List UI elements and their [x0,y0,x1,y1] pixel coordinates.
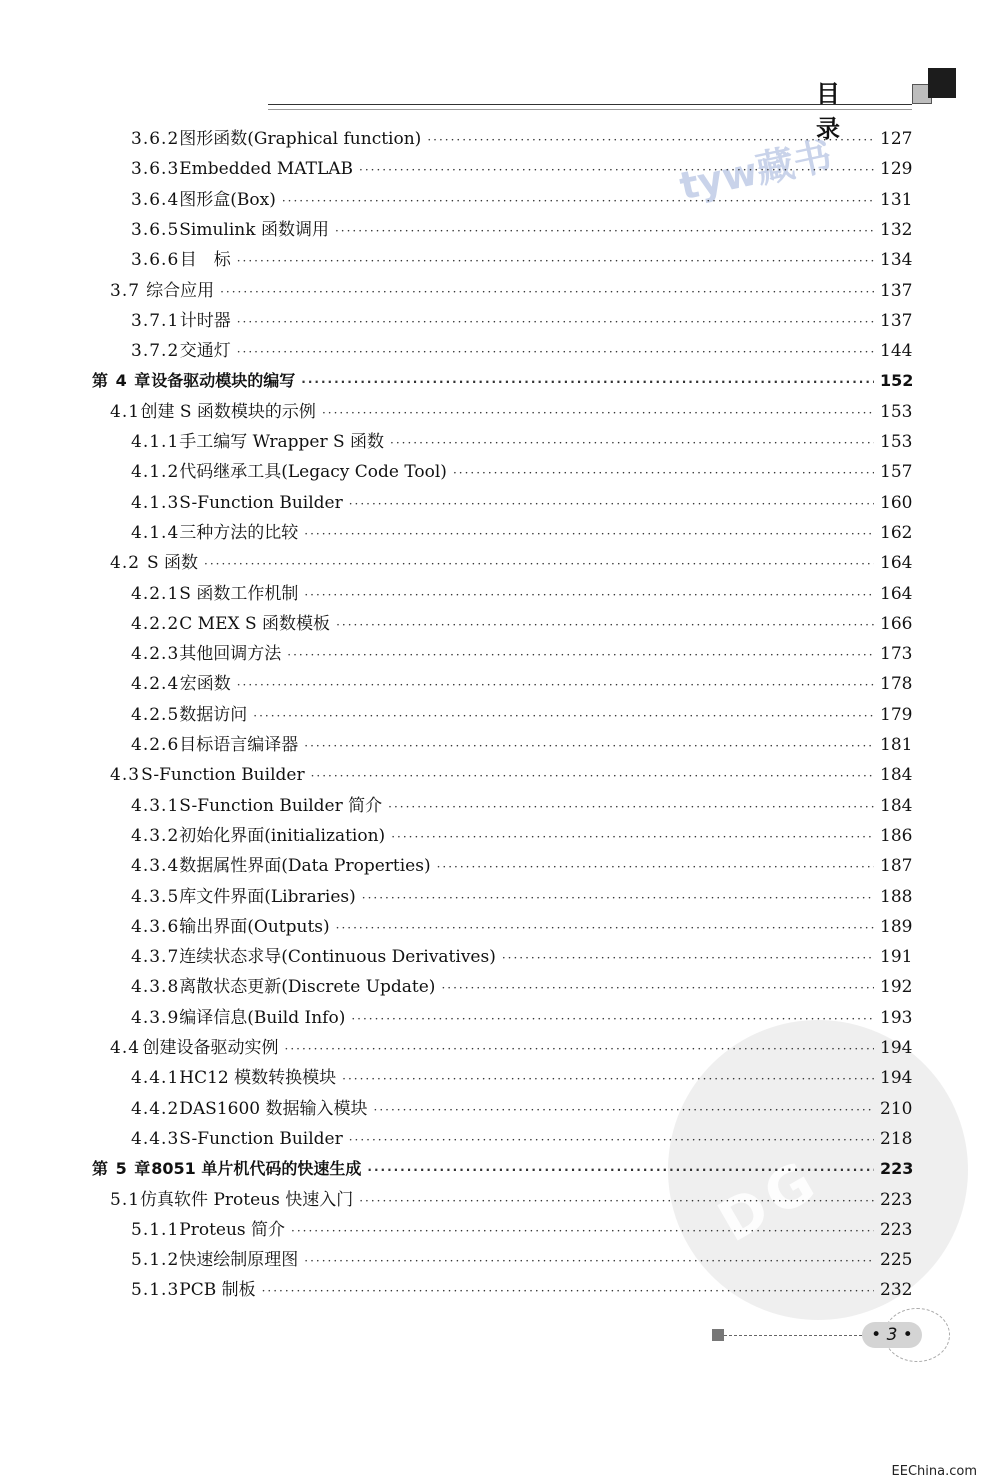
header-rule [268,104,912,105]
toc-number: 第 4 章 [92,371,152,391]
toc-title: 数据属性界面(Data Properties) [179,856,431,877]
toc-page-number: 218 [880,1128,913,1149]
toc-number: 4.2.6 [131,735,180,755]
toc-number: 4.1.3 [131,492,180,513]
toc-page-number: 191 [880,947,913,968]
toc-number: 4.3.5 [131,886,180,907]
toc-leader-dots [390,430,874,456]
toc-number: 5.1 [110,1189,141,1210]
toc-title: S-Function Builder [179,492,343,513]
toc-page-number: 192 [880,977,913,998]
toc-row[interactable] [131,641,912,667]
toc-row[interactable] [131,247,912,273]
toc-title: 连续状态求导(Continuous Derivatives) [179,947,496,968]
toc-number: 4.4.3 [131,1128,180,1149]
toc-row[interactable] [131,1096,912,1122]
footer-mark [712,1329,724,1341]
toc-page-number: 223 [880,1159,914,1179]
site-credit: EEChina.com [891,1464,977,1479]
toc-title: 离散状态更新(Discrete Update) [179,977,436,998]
toc-page-number: 223 [880,1189,913,1210]
toc-number: 第 5 章 [92,1159,152,1179]
toc-page-number: 164 [880,553,913,574]
toc-number: 5.1.3 [131,1280,180,1301]
toc-number: 4.1 [110,401,141,422]
toc-leader-dots [336,612,874,638]
toc-page-number: 166 [880,613,913,634]
toc-leader-dots [291,1218,874,1244]
toc-row[interactable] [131,1277,912,1303]
toc-leader-dots [362,885,874,911]
watermark-top: tyw藏书 [675,133,836,209]
toc-number: 4.3.8 [131,977,180,998]
watermark-seal-text: DG [707,1146,831,1256]
toc-row[interactable] [131,1126,912,1152]
toc-page-number: 173 [880,644,913,665]
toc-page-number: 131 [880,189,913,210]
toc-row[interactable] [131,732,912,758]
toc-page-number: 162 [880,522,913,543]
toc-number: 4.1.1 [131,432,180,452]
toc-number: 4.2.2 [131,613,180,634]
header-rule-thin [268,109,912,110]
toc-leader-dots [311,763,874,789]
toc-row[interactable] [110,550,912,576]
toc-number: 3.6.3 [131,159,180,180]
toc-page-number: 127 [880,129,913,149]
toc-leader-dots [237,339,874,365]
toc-number: 5.1.2 [131,1250,180,1271]
toc-row[interactable] [131,914,912,940]
toc-leader-dots [220,279,874,305]
toc-leader-dots [336,915,874,941]
toc-page-number: 186 [880,825,913,846]
toc-title: 设备驱动模块的编写 [151,371,296,391]
toc-row[interactable] [131,338,912,364]
toc-number: 3.7 [110,280,141,301]
toc-page-number: 184 [880,765,913,786]
toc-leader-dots [322,400,874,426]
toc-title: 其他回调方法 [179,644,282,665]
toc-leader-dots [335,218,874,244]
toc-title: 手工编写 Wrapper S 函数 [179,432,385,452]
toc-page-number: 132 [880,219,913,240]
toc-title: 仿真软件 Proteus 快速入门 [140,1189,354,1210]
toc-page-number: 152 [880,371,914,391]
toc-title: 图形盒(Box) [179,189,276,210]
toc-page-number: 188 [880,886,913,907]
toc-leader-dots [262,1278,874,1304]
toc-chapter-row[interactable] [92,368,912,394]
toc-leader-dots [253,703,874,729]
toc-row[interactable] [110,278,912,304]
toc-page-number: 184 [880,795,913,816]
toc-page-number: 137 [880,310,913,331]
toc-title: S 函数 [146,553,199,574]
toc-page-number: 137 [880,280,913,301]
toc-title: S-Function Builder 简介 [179,795,383,816]
toc-row[interactable] [131,1217,912,1243]
toc-row[interactable] [131,581,912,607]
toc-number: 4.3.6 [131,916,180,937]
toc-row[interactable] [110,762,912,788]
toc-number: 4.3.7 [131,947,180,968]
toc-page-number: 164 [880,583,913,604]
toc-leader-dots [502,945,874,971]
toc-number: 3.6.6 [131,250,180,271]
toc-number: 4.3 [110,765,141,786]
toc-row[interactable] [110,1187,912,1213]
toc-row[interactable] [131,308,912,334]
toc-title: C MEX S 函数模板 [179,613,331,634]
toc-title: Simulink 函数调用 [179,219,329,240]
toc-leader-dots [441,975,874,1001]
toc-title: S 函数工作机制 [179,583,299,604]
toc-number: 4.3.2 [131,825,180,846]
toc-title: 目 标 [179,250,231,271]
toc-page-number: 134 [880,250,913,271]
toc-title: 综合应用 [146,280,215,301]
toc-page-number: 194 [880,1038,913,1058]
toc-page-number: 223 [880,1219,913,1240]
toc-leader-dots [237,309,874,335]
toc-title: 创建设备驱动实例 [142,1038,279,1058]
toc-leader-dots [374,1097,875,1123]
toc-leader-dots [437,854,874,880]
toc-title: 代码继承工具(Legacy Code Tool) [179,462,447,483]
toc-row[interactable] [131,974,912,1000]
toc-title: S-Function Builder [179,1128,343,1149]
toc-page-number: 153 [880,432,913,452]
toc-leader-dots [453,460,874,486]
toc-leader-dots [204,551,874,577]
footer-line [724,1335,862,1336]
toc-title: 快速绘制原理图 [179,1250,299,1271]
toc-number: 4.2.5 [131,704,180,725]
toc-row[interactable] [131,1247,912,1273]
toc-row[interactable] [131,459,912,485]
toc-page-number: 160 [880,492,913,513]
toc-number: 4.2 [110,553,141,574]
toc-leader-dots [304,521,874,547]
toc-row[interactable] [131,187,912,213]
toc-leader-dots [349,1127,874,1153]
toc-row[interactable] [110,1035,912,1061]
toc-leader-dots [367,1157,874,1183]
toc-number: 4.4 [110,1038,141,1058]
toc-page-number: 178 [880,674,913,695]
toc-page-number: 193 [880,1007,913,1028]
toc-row[interactable] [131,217,912,243]
toc-page-number: 157 [880,462,913,483]
toc-row[interactable] [131,884,912,910]
toc-leader-dots [285,1036,874,1062]
toc-page-number: 181 [880,735,913,755]
toc-number: 4.3.1 [131,795,180,816]
page-number: • 3 • [862,1322,922,1348]
toc-number: 3.7.2 [131,341,180,362]
toc-row[interactable] [131,520,912,546]
toc-row[interactable] [131,853,912,879]
toc-leader-dots [427,127,874,153]
toc-row[interactable] [131,490,912,516]
toc-page-number: 194 [880,1068,913,1089]
toc-title: 8051 单片机代码的快速生成 [151,1159,362,1179]
toc-row[interactable] [131,156,912,182]
toc-leader-dots [351,1006,874,1032]
toc-title: Embedded MATLAB [179,159,354,180]
toc-leader-dots [237,672,874,698]
toc-page-number: 144 [880,341,913,362]
toc-row[interactable] [131,793,912,819]
toc-page-number: 179 [880,704,913,725]
toc-title: 库文件界面(Libraries) [179,886,356,907]
toc-title: Proteus 简介 [179,1219,286,1240]
toc-number: 4.4.2 [131,1098,180,1119]
toc-number: 4.2.1 [131,583,180,604]
toc-number: 4.1.2 [131,462,180,483]
toc-title: 三种方法的比较 [179,522,299,543]
toc-row[interactable] [131,1005,912,1031]
toc-title: 编译信息(Build Info) [179,1007,346,1028]
toc-leader-dots [304,1248,874,1274]
toc-page-number: 153 [880,401,913,422]
toc-page-number: 210 [880,1098,913,1119]
toc-row[interactable] [131,944,912,970]
toc-page-number: 232 [880,1280,913,1301]
toc-page-number: 189 [880,916,913,937]
toc-title: 创建 S 函数模块的示例 [140,401,316,422]
toc-title: 目标语言编译器 [179,735,299,755]
toc-leader-dots [359,1188,874,1214]
toc-page-number: 129 [880,159,913,180]
toc-leader-dots [359,157,874,183]
toc-leader-dots [388,794,874,820]
toc-title: DAS1600 数据输入模块 [179,1098,368,1119]
toc-row[interactable] [131,1065,912,1091]
toc-row[interactable] [131,429,912,455]
toc-title: 宏函数 [179,674,231,695]
toc-number: 3.6.5 [131,219,180,240]
toc-leader-dots [304,582,874,608]
toc-title: HC12 模数转换模块 [179,1068,337,1089]
toc-number: 4.2.4 [131,674,180,695]
toc-leader-dots [391,824,874,850]
toc-page-number: 225 [880,1250,913,1271]
toc-number: 4.3.4 [131,856,180,877]
toc-row[interactable] [131,671,912,697]
toc-number: 4.1.4 [131,522,180,543]
toc-chapter-row[interactable] [92,1156,912,1182]
toc-row[interactable] [131,126,912,152]
toc-title: S-Function Builder [141,765,305,786]
toc-number: 3.6.4 [131,189,180,210]
toc-leader-dots [304,733,874,759]
toc-number: 4.2.3 [131,644,180,665]
header-title: 目 录 [816,80,854,143]
toc-row[interactable] [131,702,912,728]
toc-number: 4.3.9 [131,1007,180,1028]
toc-title: PCB 制板 [179,1280,256,1301]
toc-title: 交通灯 [179,341,231,362]
toc-number: 3.6.2 [131,129,180,149]
toc-leader-dots [287,642,874,668]
toc-leader-dots [349,491,874,517]
toc-row[interactable] [131,823,912,849]
toc-leader-dots [237,248,874,274]
toc-title: 初始化界面(initialization) [179,825,386,846]
toc-page-number: 187 [880,856,913,877]
toc-number: 5.1.1 [131,1219,180,1240]
toc-row[interactable] [131,611,912,637]
header-decoration-dark [928,68,956,98]
toc-title: 输出界面(Outputs) [179,916,330,937]
toc-number: 3.7.1 [131,310,180,331]
toc-title: 图形函数(Graphical function) [179,129,422,149]
toc-row[interactable] [110,399,912,425]
toc-title: 数据访问 [179,704,248,725]
toc-leader-dots [301,369,874,395]
toc-leader-dots [282,188,874,214]
toc-number: 4.4.1 [131,1068,180,1089]
toc-title: 计时器 [179,310,231,331]
toc-leader-dots [342,1066,874,1092]
